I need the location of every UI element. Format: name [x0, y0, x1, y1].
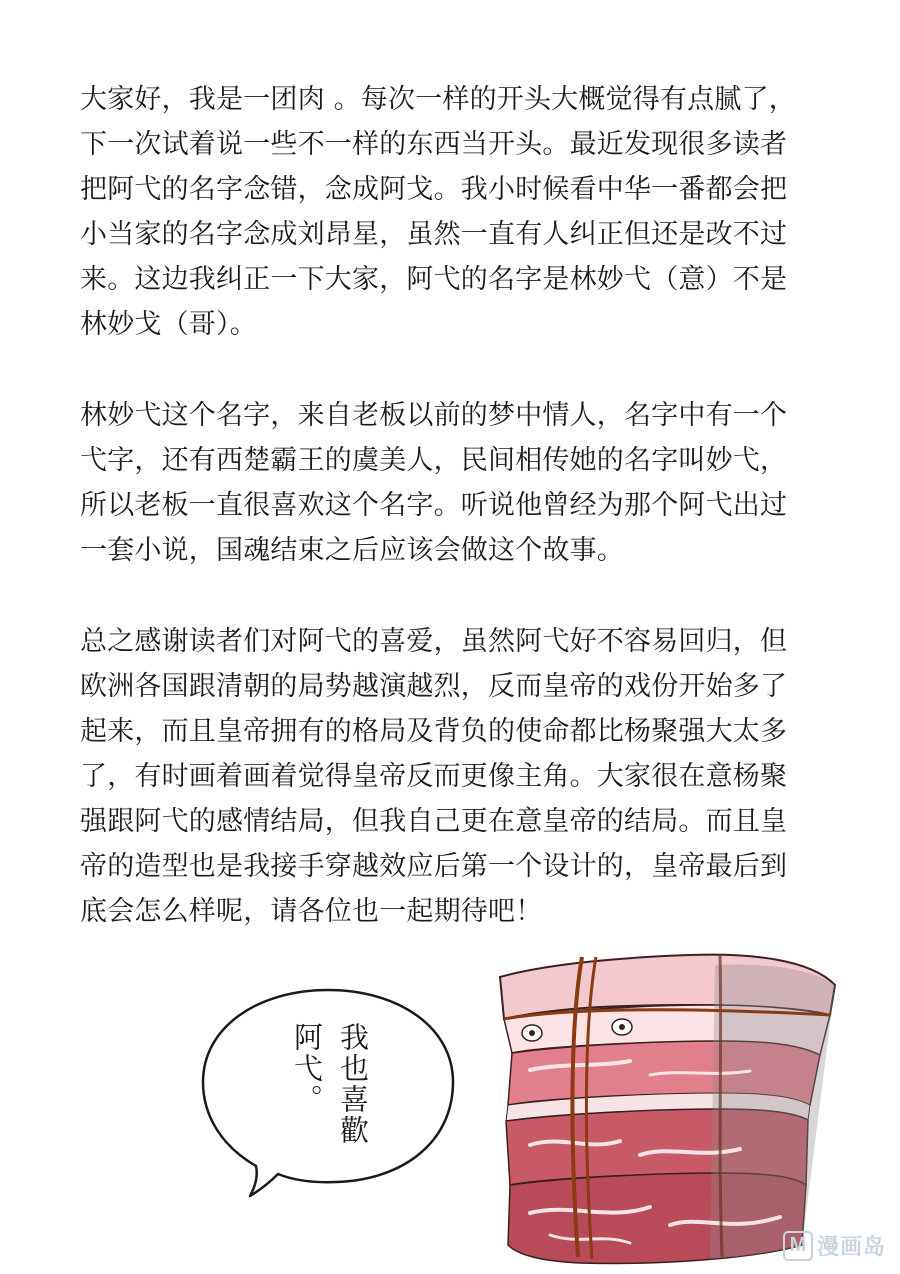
text-line: 欧洲各国跟清朝的局势越演越烈，反而皇帝的戏份开始多了: [80, 671, 788, 702]
text-line: 小当家的名字念成刘昂星，虽然一直有人纠正但还是改不过: [80, 219, 788, 250]
text-line: 林妙弋这个名字，来自老板以前的梦中情人，名字中有一个: [80, 400, 788, 431]
text-line: 把阿弋的名字念错，念成阿戈。我小时候看中华一番都会把: [80, 174, 788, 205]
text-line: 所以老板一直很喜欢这个名字。听说他曾经为那个阿弋出过: [80, 490, 788, 521]
text-line: 来。这边我纠正一下大家，阿弋的名字是林妙弋（意）不是: [80, 264, 788, 295]
watermark-logo-icon: M: [783, 1231, 813, 1261]
text-line: 大家好，我是一团肉 。每次一样的开头大概觉得有点腻了，: [80, 84, 796, 115]
text-line: 一套小说，国魂结束之后应该会做这个故事。: [80, 535, 624, 566]
bubble-text-column-2: 阿弋。: [290, 1022, 324, 1115]
text-line: 帝的造型也是我接手穿越效应后第一个设计的，皇帝最后到: [80, 851, 788, 882]
speech-bubble-outline: [198, 982, 458, 1207]
text-line: 了，有时画着画着觉得皇帝反而更像主角。大家很在意杨聚: [80, 761, 788, 792]
text-line: 强跟阿弋的感情结局，但我自己更在意皇帝的结局。而且皇: [80, 806, 788, 837]
watermark-text: 漫画岛: [816, 1235, 886, 1260]
text-line: 起来，而且皇帝拥有的格局及背负的使命都比杨聚强大太多: [80, 716, 788, 747]
meat-block-icon: [490, 945, 850, 1270]
bubble-text-column-1: 我也喜歡: [336, 1022, 370, 1146]
text-line: 底会怎么样呢，请各位也一起期待吧！: [80, 896, 543, 927]
text-line: 弋字，还有西楚霸王的虞美人，民间相传她的名字叫妙弋，: [80, 445, 788, 476]
watermark: [783, 1230, 886, 1261]
text-line: 总之感谢读者们对阿弋的喜爱，虽然阿弋好不容易回归，但: [80, 626, 788, 657]
text-line: 林妙戈（哥）。: [80, 309, 257, 340]
text-line: 下一次试着说一些不一样的东西当开头。最近发现很多读者: [80, 129, 788, 160]
meat-block-character: [490, 945, 850, 1270]
speech-bubble: [198, 982, 458, 1207]
paragraph-thanks: [80, 619, 825, 934]
paragraph-name-origin: [80, 393, 825, 573]
paragraph-intro: [80, 77, 825, 347]
